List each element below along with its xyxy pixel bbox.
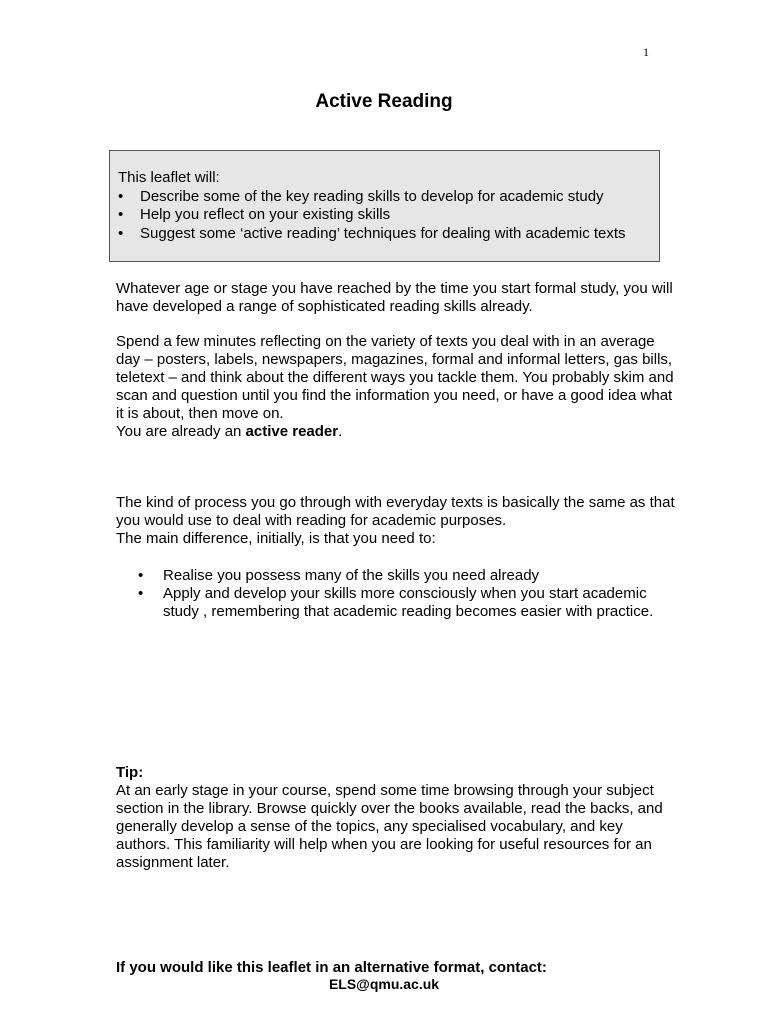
active-reader-line (116, 423, 676, 441)
tip-text: At an early stage in your course, spend some time browsing through your subject section in the library. Browse quickly over the books available, read the backs, and generally develop a sense of the topics, any specialised vocabulary, and key authors. This familiarity will help when you are looking for useful resources for an assignment later. (116, 782, 663, 871)
contact-label: If you would like this leaflet in an alternative format, contact: (116, 959, 547, 976)
intro-paragraph: Whatever age or stage you have reached by the time you start formal study, you will have developed a range of sophisticated reading skills already. (116, 280, 673, 315)
list-item: • Apply and develop your skills more consciously when you start academic study , remembering that academic reading becomes easier with practice. (138, 585, 678, 621)
page-title: Active Reading (315, 91, 453, 112)
summary-box (109, 150, 660, 262)
contact-email: ELS@qmu.ac.uk (328, 976, 440, 992)
summary-item: • Describe some of the key reading skills to develop for academic study (118, 188, 659, 207)
summary-item: • Suggest some ‘active reading’ techniques for dealing with academic texts (118, 225, 659, 244)
active-reader-bold: active reader (245, 423, 339, 440)
summary-list (118, 188, 659, 244)
main-difference-line: The main difference, initially, is that you need to: (116, 530, 436, 547)
summary-item: • Help you reflect on your existing skills (118, 206, 659, 225)
skills-list (138, 567, 678, 621)
page-number: 1 (643, 45, 649, 59)
process-paragraph (116, 494, 676, 548)
tip-heading: Tip: (116, 764, 144, 781)
active-reader-suffix: . (338, 423, 343, 440)
reflection-paragraph (116, 333, 676, 441)
reflection-text: Spend a few minutes reflecting on the variety of texts you deal with in an average day – posters, labels, newspapers, magazines, formal and informal letters, gas bills, teletext – and think about the different ways you tackle them. You probably skim and scan and question until you find the information you need, or have a good idea what it is about, then move on. (116, 333, 674, 422)
summary-intro: This leaflet will: (118, 169, 220, 186)
active-reader-prefix: You are already an (116, 423, 246, 440)
process-text: The kind of process you go through with everyday texts is basically the same as that you would use to deal with reading for academic purposes. (116, 494, 675, 529)
tip-section (116, 764, 676, 872)
list-item: • Realise you possess many of the skills you need already (138, 567, 678, 585)
